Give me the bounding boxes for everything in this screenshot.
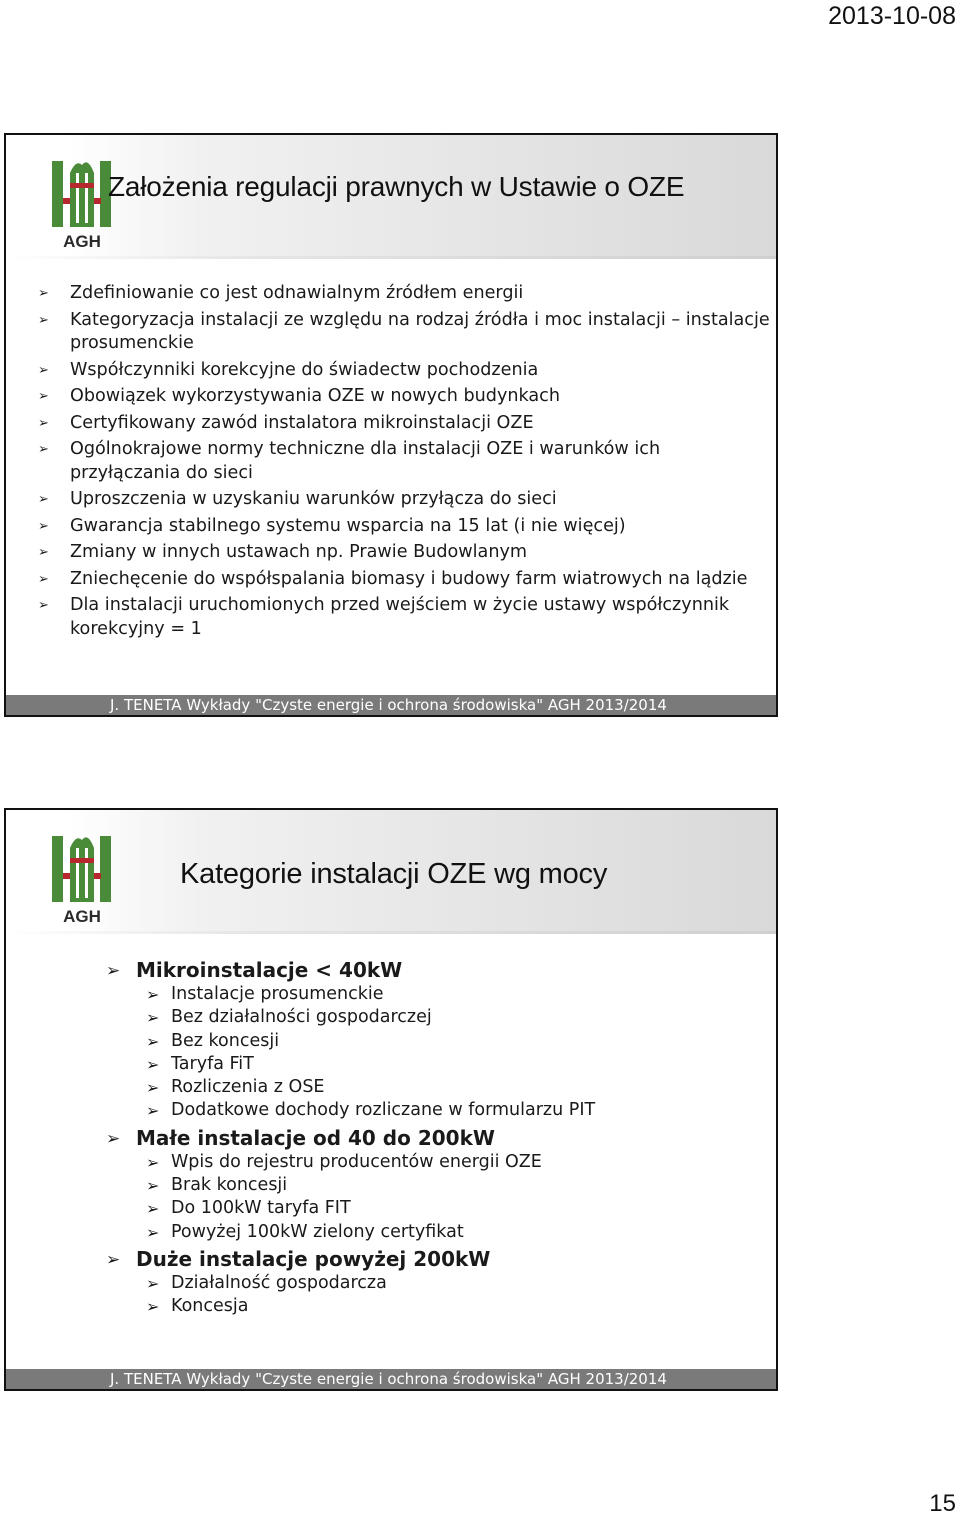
list-item: ➢ Rozliczenia z OSE [146, 1076, 595, 1099]
slide-legal-assumptions [4, 133, 778, 717]
category-heading: ➢ Mikroinstalacje < 40kW [106, 958, 403, 982]
arrow-bullet-icon: ➢ [38, 492, 49, 507]
list-item: ➢ Gwarancja stabilnego systemu wsparcia na 15 lat (i nie więcej) [38, 515, 776, 539]
slide-title: Założenia regulacji prawnych w Ustawie o OZE [108, 171, 685, 202]
list-item: ➢ Bez koncesji [146, 1030, 595, 1053]
category-group [106, 957, 595, 1123]
list-item: ➢ Ogólnokrajowe normy techniczne dla instalacji OZE i warunków ich przyłączania do sieci [38, 439, 661, 483]
arrow-bullet-icon: ➢ [38, 312, 49, 328]
category-items [106, 1151, 595, 1244]
list-item: ➢ Brak koncesji [146, 1174, 595, 1197]
arrow-bullet-icon: ➢ [146, 1176, 160, 1196]
list-item: ➢ Koncesja [146, 1295, 595, 1318]
list-item: ➢ Powyżej 100kW zielony certyfikat [146, 1221, 595, 1244]
slide-footer [6, 1369, 776, 1389]
arrow-bullet-icon: ➢ [146, 1199, 160, 1219]
arrow-bullet-icon: ➢ [146, 1273, 160, 1293]
arrow-bullet-icon: ➢ [106, 1249, 121, 1270]
arrow-bullet-icon: ➢ [106, 1128, 121, 1149]
category-heading: ➢ Małe instalacje od 40 do 200kW [106, 1125, 495, 1150]
slide-footer [6, 695, 776, 715]
svg-text:AGH: AGH [63, 907, 101, 926]
arrow-bullet-icon: ➢ [38, 286, 49, 301]
arrow-bullet-icon: ➢ [146, 1101, 160, 1121]
arrow-bullet-icon: ➢ [146, 1297, 160, 1317]
list-item: ➢ Dodatkowe dochody rozliczane w formularzu PIT [146, 1099, 595, 1122]
list-item: ➢ Zdefiniowanie co jest odnawialnym źródłem energii [38, 282, 776, 306]
arrow-bullet-icon: ➢ [38, 362, 49, 378]
category-heading: ➢ Duże instalacje powyżej 200kW [106, 1246, 491, 1271]
svg-text:AGH: AGH [63, 232, 101, 251]
category-items [106, 1272, 595, 1319]
list-item: ➢ Certyfikowany zawód instalatora mikroinstalacji OZE [38, 412, 776, 436]
arrow-bullet-icon: ➢ [38, 518, 49, 534]
list-item: ➢ Taryfa FiT [146, 1053, 595, 1076]
list-item: ➢ Obowiązek wykorzystywania OZE w nowych budynkach [38, 385, 776, 409]
list-item: ➢ Działalność gospodarcza [146, 1272, 595, 1295]
list-item: ➢ Zniechęcenie do współspalania biomasy i budowy farm wiatrowych na lądzie [38, 568, 776, 592]
list-item: ➢ Instalacje prosumenckie [146, 983, 595, 1006]
category-list [106, 957, 595, 1321]
footer-text: J. TENETA Wykłady "Czyste energie i ochrona środowiska" AGH 2013/2014 [110, 1370, 667, 1388]
arrow-bullet-icon: ➢ [146, 1152, 160, 1172]
arrow-bullet-icon: ➢ [146, 1008, 160, 1028]
arrow-bullet-icon: ➢ [38, 598, 49, 613]
category-group [106, 1246, 595, 1319]
list-item: ➢ Współczynniki korekcyjne do świadectw pochodzenia [38, 359, 776, 383]
list-item: ➢ Kategoryzacja instalacji ze względu na rodzaj źródła i moc instalacji – instalacje prosumenckie [38, 309, 770, 353]
list-item: ➢ Do 100kW taryfa FIT [146, 1197, 595, 1220]
list-item: ➢ Uproszczenia w uzyskaniu warunków przyłącza do sieci [38, 488, 776, 512]
footer-text: J. TENETA Wykłady "Czyste energie i ochrona środowiska" AGH 2013/2014 [110, 696, 667, 714]
category-items [106, 983, 595, 1123]
list-item: ➢ Wpis do rejestru producentów energii OZE [146, 1151, 595, 1174]
slide-header [6, 810, 776, 934]
list-item: ➢ Bez działalności gospodarczej [146, 1006, 595, 1029]
arrow-bullet-icon: ➢ [146, 1222, 160, 1242]
arrow-bullet-icon: ➢ [146, 1078, 160, 1098]
arrow-bullet-icon: ➢ [38, 389, 49, 404]
arrow-bullet-icon: ➢ [146, 1031, 160, 1051]
page-number: 15 [929, 1490, 956, 1517]
category-group [106, 1125, 595, 1244]
arrow-bullet-icon: ➢ [38, 545, 49, 560]
arrow-bullet-icon: ➢ [146, 1054, 160, 1074]
bullet-list [38, 282, 776, 644]
slide-title: Kategorie instalacji OZE wg mocy [180, 857, 608, 890]
arrow-bullet-icon: ➢ [38, 571, 49, 587]
list-item: ➢ Dla instalacji uruchomionych przed wejściem w życie ustawy współczynnik korekcyjny = 1 [38, 595, 730, 639]
slide-installation-categories [4, 808, 778, 1391]
slide-header [6, 135, 776, 259]
page-date: 2013-10-08 [828, 2, 956, 30]
list-item: ➢ Zmiany w innych ustawach np. Prawie Budowlanym [38, 541, 776, 565]
arrow-bullet-icon: ➢ [38, 442, 49, 457]
arrow-bullet-icon: ➢ [38, 415, 49, 431]
arrow-bullet-icon: ➢ [146, 985, 160, 1004]
arrow-bullet-icon: ➢ [106, 961, 121, 981]
agh-logo-icon [42, 818, 122, 928]
